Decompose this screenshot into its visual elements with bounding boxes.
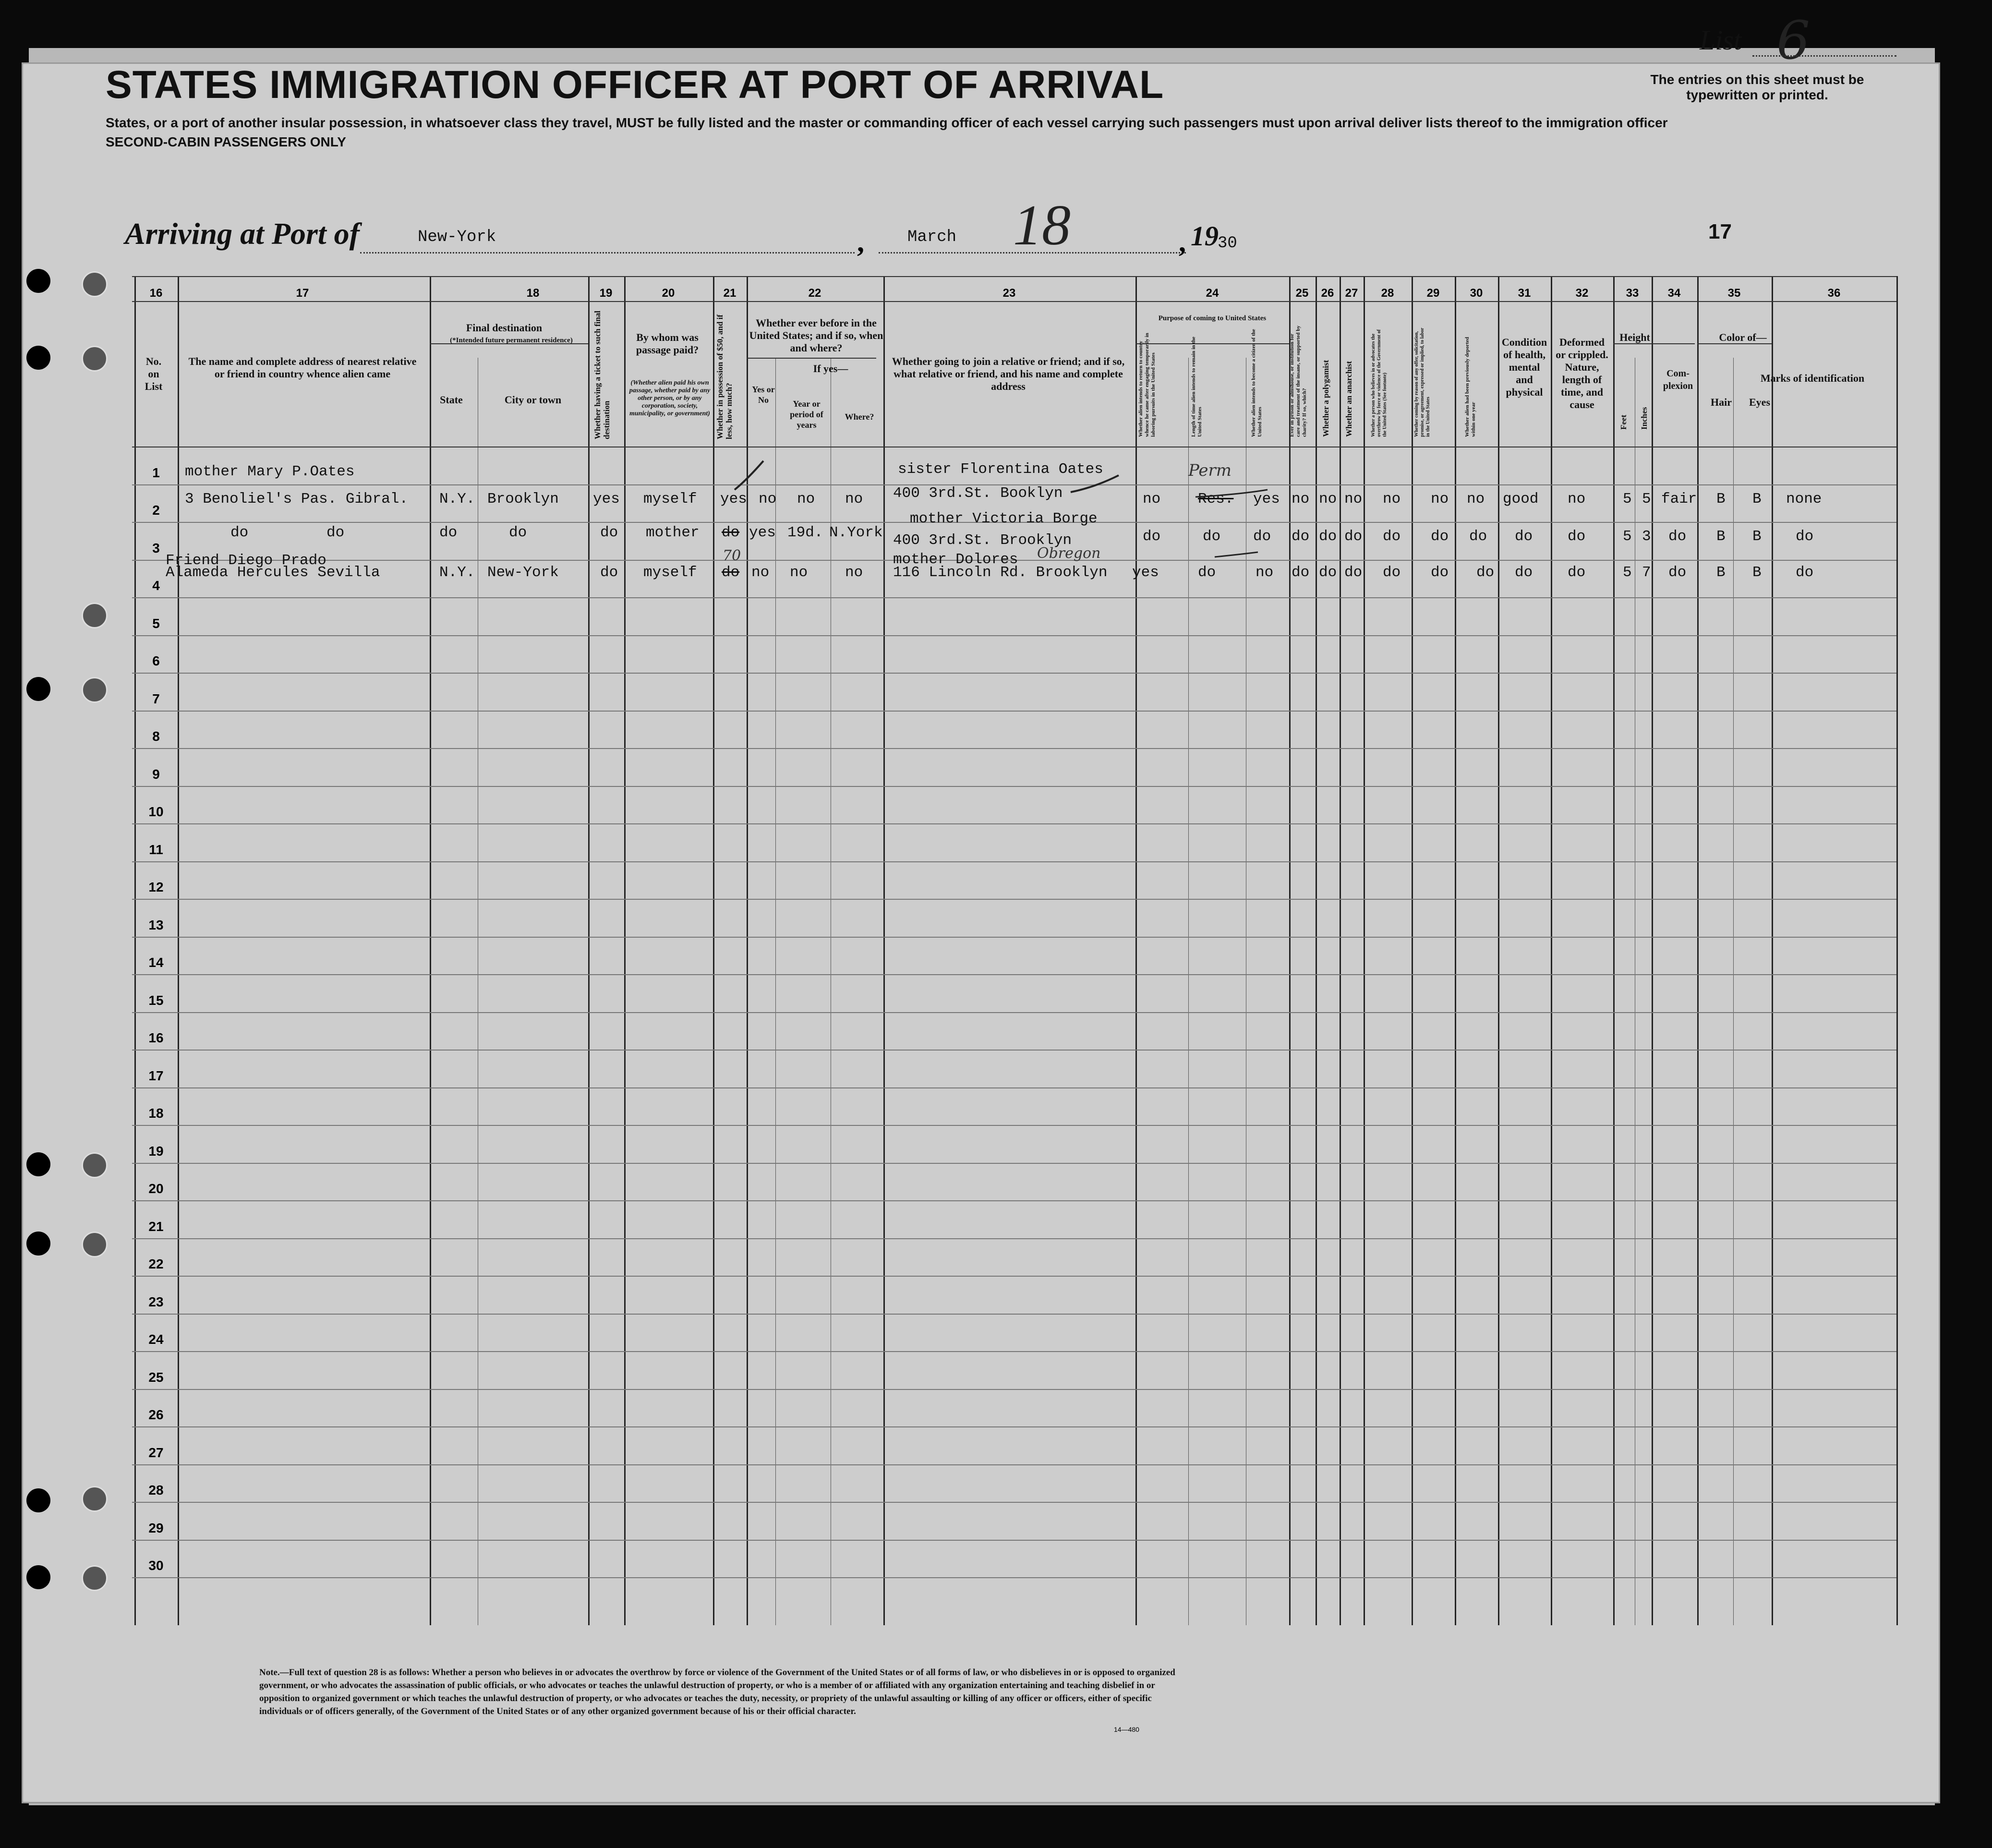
row2-purpose-a: do xyxy=(1143,528,1161,545)
page-title: STATES IMMIGRATION OFFICER AT PORT OF ARRIVAL xyxy=(106,63,1164,107)
header-before-in-us: Whether ever before in the United States; and if so, when and where? xyxy=(749,317,883,354)
row2-eyes: B xyxy=(1752,528,1762,545)
check-mark xyxy=(1071,475,1119,492)
header-relative-address: The name and complete address of nearest relative or friend in country whence alien came xyxy=(188,355,417,380)
arrival-port: New-York xyxy=(418,228,496,246)
header-final-destination: Final destination xyxy=(466,322,543,334)
row2-c27: do xyxy=(1344,528,1363,545)
row-number: 4 xyxy=(152,578,160,593)
column-number: 31 xyxy=(1518,287,1531,300)
row-number: 28 xyxy=(148,1483,164,1498)
header-feet-text: Feet xyxy=(1619,414,1628,430)
row2-relative-a: do xyxy=(230,524,249,541)
row3-feet: 5 xyxy=(1623,564,1632,581)
row1-state: N.Y. xyxy=(439,491,475,507)
header-joining: Whether going to join a relative or friend; and if so, what relative or friend, and his name and complete address xyxy=(892,355,1125,392)
row2-year: 19d. xyxy=(787,524,823,541)
header-where: Where? xyxy=(845,412,874,422)
row1-c30: no xyxy=(1467,491,1485,507)
row1-money: yes xyxy=(720,491,747,507)
footnote-question-28: Note.—Full text of question 28 is as follows: Whether a person who believes in or advocates the overthrow by force or violence of the Government of the United States or of all forms of law, or who disbelieves in or is opposed to organized government, or who advocates the assassination of public officials, or who advocates or teaches the unlawful destruction of property, or who is a member of or affiliated with any organization entertaining and teaching disbelief in or opposition to organized government or which teaches the unlawful destruction of property, or who advocates or teaches the duty, necessity, or propriety of the unlawful assaulting or killing of any officer or officers, either of specific individuals or of officers generally, of the Government of the United States or of any other organized government because of his or their official character. xyxy=(259,1667,1175,1716)
header-hair: Hair xyxy=(1711,396,1732,408)
row1-health: good xyxy=(1503,491,1539,507)
check-mark xyxy=(1195,490,1268,497)
header-q29-text: Whether coming by reason of any offer, solicitation, promise, or agreement, expressed or implied, to labor in the United States xyxy=(1414,327,1431,437)
row2-health: do xyxy=(1515,528,1533,545)
row1-inches: 5 xyxy=(1642,491,1651,507)
row1-purpose-a: no xyxy=(1143,491,1161,507)
row-number: 30 xyxy=(148,1558,164,1573)
row3-hair: B xyxy=(1716,564,1726,581)
row2-c30: do xyxy=(1469,528,1487,545)
row2-c25: do xyxy=(1292,528,1310,545)
row-number: 13 xyxy=(148,917,164,932)
header-health: Condition of health, mental and physical xyxy=(1501,336,1547,398)
column-number: 28 xyxy=(1381,287,1394,300)
row2-join-line1: mother Victoria Borge xyxy=(910,510,1098,527)
header-year-period: Year or period of years xyxy=(790,399,823,430)
row1-c25: no xyxy=(1292,491,1310,507)
typewritten-note-text: The entries on this sheet must be typewritten or printed. xyxy=(1650,72,1864,102)
row-number: 19 xyxy=(148,1143,164,1159)
row3-city: New-York xyxy=(487,564,559,581)
header-q30-text: Whether alien had been previously deported within one year xyxy=(1464,337,1476,437)
row1-purpose-b-handwritten: Perm xyxy=(1188,461,1231,480)
row1-purpose-b: Res. xyxy=(1198,491,1234,507)
row1-before: no xyxy=(759,491,777,507)
row1-c27: no xyxy=(1344,491,1363,507)
row1-deformed: no xyxy=(1568,491,1586,507)
header-no-on-list: No. on List xyxy=(145,355,163,392)
row1-join-line1: sister Florentina Oates xyxy=(898,461,1103,478)
check-mark xyxy=(735,461,763,490)
header-yes-no: Yes or No xyxy=(752,385,775,405)
row3-year: no xyxy=(790,564,808,581)
row2-complexion: do xyxy=(1668,528,1687,545)
row-number: 26 xyxy=(148,1407,164,1422)
row-number: 7 xyxy=(152,691,160,706)
row3-c25: do xyxy=(1292,564,1310,581)
header-purpose-c-text: Whether alien intends to become a citizen of the United States xyxy=(1251,329,1263,437)
header-marks: Marks of identification xyxy=(1760,372,1865,384)
row-number: 17 xyxy=(148,1068,164,1083)
row3-eyes: B xyxy=(1752,564,1762,581)
column-number: 34 xyxy=(1667,287,1681,300)
header-complexion: Com-plexion xyxy=(1663,368,1693,391)
column-number: 19 xyxy=(599,287,613,300)
row3-relative-line1: Friend Diego Prado xyxy=(166,552,326,569)
row2-c28: do xyxy=(1383,528,1401,545)
column-number: 16 xyxy=(149,287,163,300)
row3-inches: 7 xyxy=(1642,564,1651,581)
row3-join-line1: mother Dolores xyxy=(893,551,1018,568)
column-number: 27 xyxy=(1345,287,1358,300)
row-number: 6 xyxy=(152,653,160,668)
row2-feet: 5 xyxy=(1623,528,1632,545)
row2-money: do xyxy=(722,524,740,541)
column-number: 20 xyxy=(662,287,675,300)
row-number: 5 xyxy=(152,616,160,631)
column-number: 26 xyxy=(1321,287,1334,300)
row2-where: N.York xyxy=(829,524,883,541)
row1-complexion: fair xyxy=(1661,491,1697,507)
row3-before: no xyxy=(751,564,770,581)
list-label: List xyxy=(1700,24,1742,56)
column-number: 23 xyxy=(1002,287,1016,300)
row1-relative-line1: mother Mary P.Oates xyxy=(185,463,355,480)
row3-c26: do xyxy=(1319,564,1337,581)
row-number: 21 xyxy=(148,1219,164,1234)
row-number: 3 xyxy=(152,540,160,556)
row2-state: do xyxy=(439,524,458,541)
row2-before: yes xyxy=(749,524,776,541)
subtitle-line-1: States, or a port of another insular possession, in whatsoever class they travel, MUST be fully listed and the master or commanding officer of each vessel carrying such passengers must upon arrival deliver lists thereof to the immigration officer xyxy=(106,115,1668,130)
header-height: Height xyxy=(1619,331,1650,343)
row-number: 8 xyxy=(152,729,160,744)
row-number: 16 xyxy=(148,1030,164,1045)
row2-purpose-c: do xyxy=(1253,528,1271,545)
row1-feet: 5 xyxy=(1623,491,1632,507)
header-state: State xyxy=(440,394,463,406)
row-number: 18 xyxy=(148,1106,164,1121)
row2-city: do xyxy=(509,524,527,541)
column-number: 18 xyxy=(526,287,540,300)
row3-money-handwritten: 70 xyxy=(723,547,741,564)
row3-state: N.Y. xyxy=(439,564,475,581)
header-purpose-a-text: Whether alien intends to return to country whence he came after engaging temporarily in laboring pursuits in the United States xyxy=(1138,333,1156,437)
row-number: 10 xyxy=(148,804,164,819)
row-number: 27 xyxy=(148,1445,164,1460)
column-number: 35 xyxy=(1727,287,1741,300)
row1-c28: no xyxy=(1383,491,1401,507)
row3-marks: do xyxy=(1796,564,1814,581)
row2-ticket: do xyxy=(600,524,618,541)
arrival-year-suffix: 30 xyxy=(1218,234,1237,253)
subtitle-line-2: SECOND-CABIN PASSENGERS ONLY xyxy=(106,134,346,149)
row3-where: no xyxy=(845,564,863,581)
row-number: 29 xyxy=(148,1520,164,1535)
header-anarchist-text: Whether an anarchist xyxy=(1344,361,1353,437)
row1-c29: no xyxy=(1431,491,1449,507)
header-if-yes: If yes— xyxy=(813,362,848,374)
column-number: 30 xyxy=(1470,287,1483,300)
page-number: 17 xyxy=(1708,220,1732,243)
row1-purpose-c: yes xyxy=(1253,491,1280,507)
row3-deformed: do xyxy=(1568,564,1586,581)
column-number: 33 xyxy=(1626,287,1639,300)
header-eyes: Eyes xyxy=(1749,396,1770,408)
row-number: 25 xyxy=(148,1369,164,1385)
row3-paid-by: myself xyxy=(643,564,697,581)
form-number: 14—480 xyxy=(1114,1726,1139,1733)
row3-purpose-c: no xyxy=(1256,564,1274,581)
row2-c29: do xyxy=(1431,528,1449,545)
column-number: 25 xyxy=(1295,287,1309,300)
row2-c26: do xyxy=(1319,528,1337,545)
row1-marks: none xyxy=(1786,491,1822,507)
row1-where: no xyxy=(845,491,863,507)
row1-c26: no xyxy=(1319,491,1337,507)
row-number: 24 xyxy=(148,1332,164,1347)
row1-eyes: B xyxy=(1752,491,1762,507)
header-inches-text: Inches xyxy=(1640,407,1649,430)
row2-relative-b: do xyxy=(326,524,345,541)
header-passage-paid: By whom was passage paid? xyxy=(636,331,699,356)
header-q28-text: Whether a person who believes in or advocates the overthrow by force or violence of the Government of the United States (See footnote) xyxy=(1371,329,1388,437)
row-number: 23 xyxy=(148,1294,164,1309)
row-number: 2 xyxy=(152,503,160,518)
row1-city: Brooklyn xyxy=(487,491,559,507)
header-final-destination-note: (*Intended future permanent residence) xyxy=(450,337,573,344)
row3-purpose-b: do xyxy=(1198,564,1216,581)
header-deformed: Deformed or crippled. Nature, length of time, and cause xyxy=(1556,336,1608,411)
row1-hair: B xyxy=(1716,491,1726,507)
list-number: 6 xyxy=(1776,10,1810,71)
header-city: City or town xyxy=(504,394,562,406)
row-number: 14 xyxy=(148,955,164,970)
row3-money: do xyxy=(722,564,740,581)
row3-join-line2: 116 Lincoln Rd. Brooklyn xyxy=(893,564,1108,581)
row-number: 20 xyxy=(148,1181,164,1196)
header-purpose-b-text: Length of time alien intends to remain in the United States xyxy=(1191,337,1203,437)
row2-purpose-b: do xyxy=(1203,528,1221,545)
column-number: 29 xyxy=(1426,287,1440,300)
row1-paid-by: myself xyxy=(643,491,697,507)
comma: , xyxy=(857,226,864,258)
row-number: 1 xyxy=(152,465,160,480)
header-passage-paid-note: (Whether alien paid his own passage, whether paid by any other person, or by any corporation, society, municipality, or government) xyxy=(629,379,711,417)
arriving-label: Arriving at Port of xyxy=(125,217,360,251)
row-number: 12 xyxy=(148,880,164,894)
check-mark xyxy=(1215,552,1258,557)
column-number: 21 xyxy=(723,287,736,300)
arrival-year-prefix: 19 xyxy=(1191,220,1219,252)
row-number: 11 xyxy=(149,842,163,857)
row3-join-handwritten: Obregon xyxy=(1037,545,1101,562)
header-ticket-text: Whether having a ticket to such final destination xyxy=(593,311,611,439)
comma: , xyxy=(1179,226,1186,258)
arrival-month: March xyxy=(907,228,957,246)
row1-year: no xyxy=(797,491,815,507)
row3-relative-line2: Alameda Hercules Sevilla xyxy=(166,564,380,581)
row3-c28: do xyxy=(1383,564,1401,581)
header-prison-text: Ever in prison or almshouse, or institution for care and treatment of the insane, or supported by charity? If so, which? xyxy=(1289,326,1307,437)
column-number: 24 xyxy=(1206,287,1219,300)
row2-paid-by: mother xyxy=(646,524,700,541)
column-number: 22 xyxy=(808,287,821,300)
column-number: 17 xyxy=(296,287,309,300)
row-number: 15 xyxy=(148,992,164,1008)
row1-join-line2: 400 3rd.St. Booklyn xyxy=(893,485,1063,502)
row3-ticket: do xyxy=(600,564,618,581)
row3-c27: do xyxy=(1344,564,1363,581)
row2-marks: do xyxy=(1796,528,1814,545)
row3-c30: do xyxy=(1476,564,1495,581)
row2-inches: 3 xyxy=(1642,528,1651,545)
row2-deformed: do xyxy=(1568,528,1586,545)
column-number: 32 xyxy=(1575,287,1589,300)
row3-complexion: do xyxy=(1668,564,1687,581)
arrival-day: 18 xyxy=(1013,193,1071,257)
row2-hair: B xyxy=(1716,528,1726,545)
row1-ticket: yes xyxy=(593,491,620,507)
row3-health: do xyxy=(1515,564,1533,581)
header-possession-50-text: Whether in possession of $50, and if less, how much? xyxy=(715,314,734,439)
header-polygamist-text: Whether a polygamist xyxy=(1321,360,1330,437)
row-number: 9 xyxy=(152,766,160,782)
row1-relative-line2: 3 Benoliel's Pas. Gibral. xyxy=(185,491,409,507)
row3-purpose-a: yes xyxy=(1132,564,1159,581)
header-purpose: Purpose of coming to United States xyxy=(1158,314,1267,322)
row3-c29: do xyxy=(1431,564,1449,581)
row2-join-line2: 400 3rd.St. Brooklyn xyxy=(893,532,1072,549)
row-number: 22 xyxy=(148,1256,164,1271)
column-number: 36 xyxy=(1827,287,1841,300)
header-color-of: Color of— xyxy=(1719,331,1767,343)
